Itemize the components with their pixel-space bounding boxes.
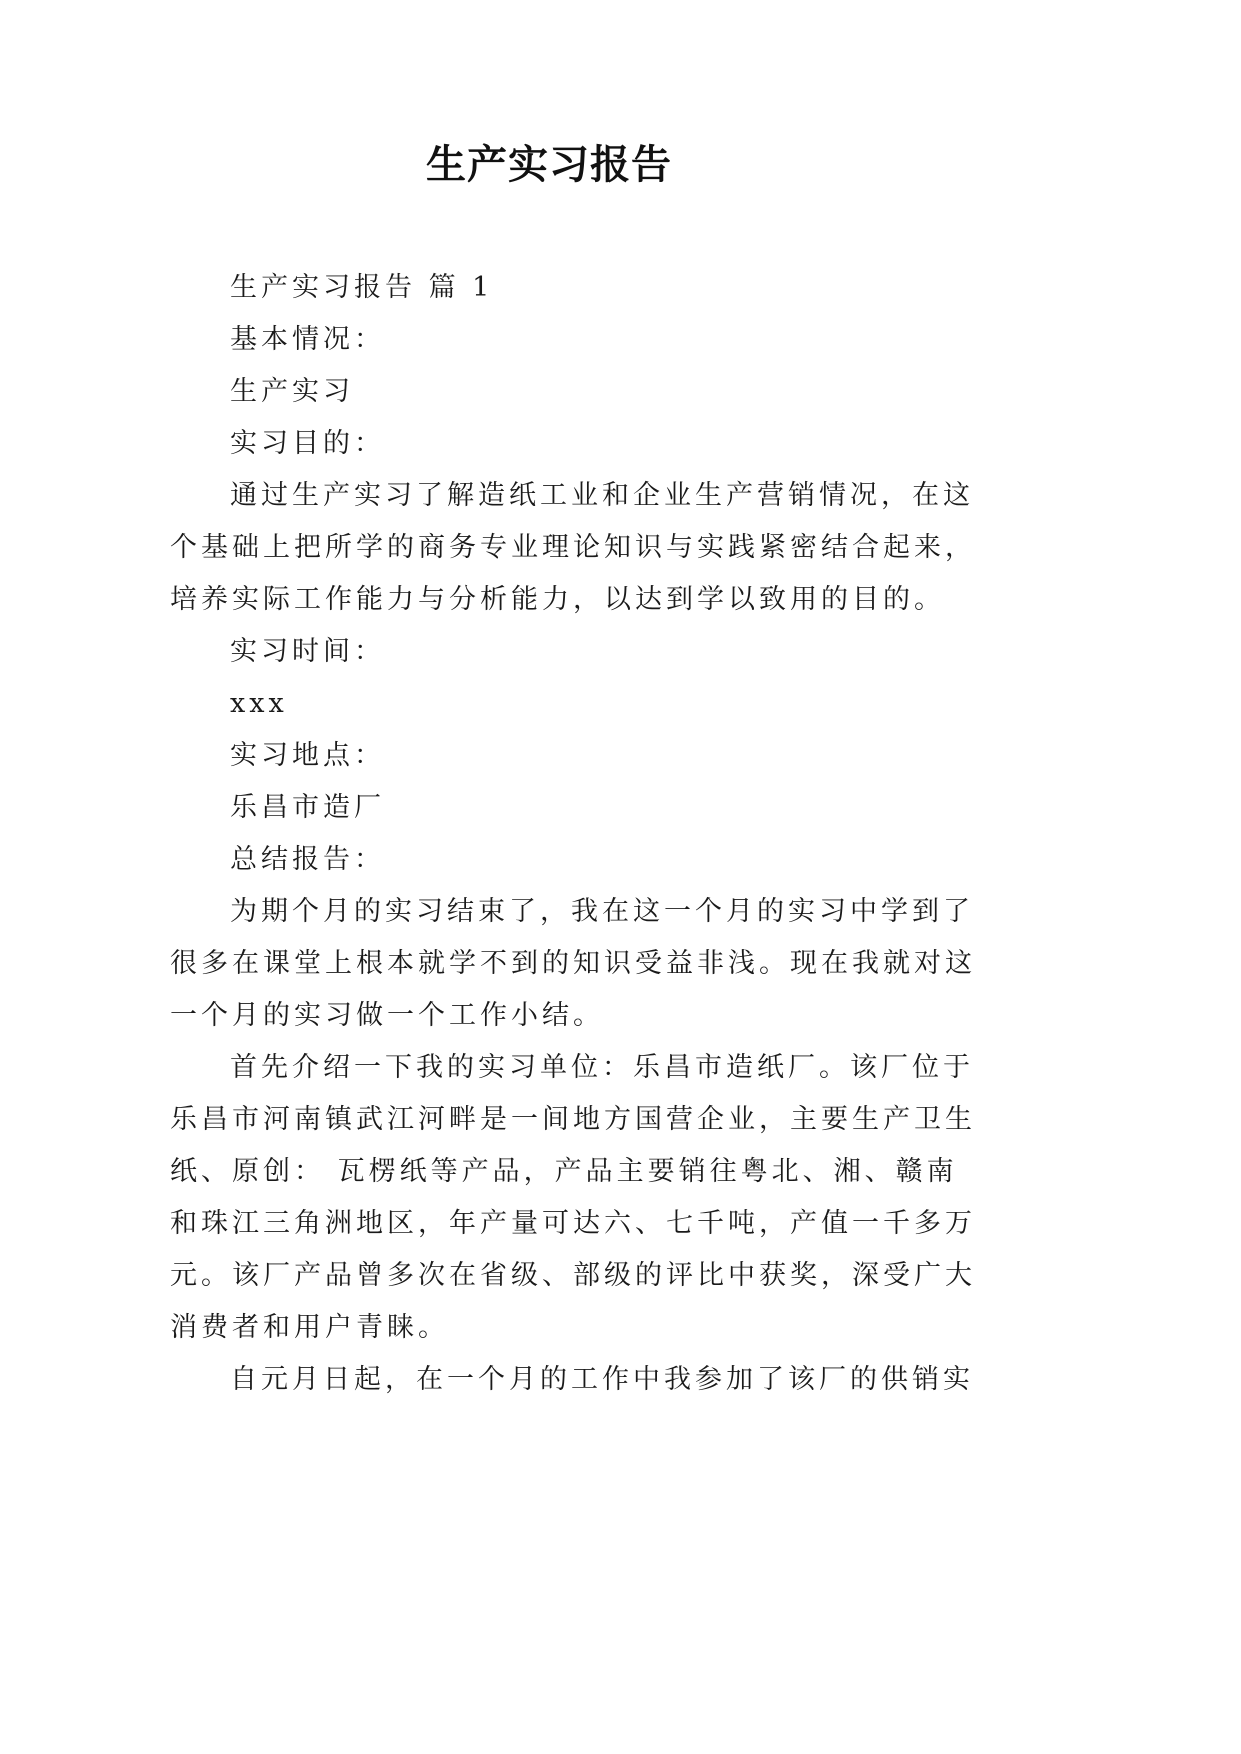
- body-line: 实习目的：: [230, 428, 385, 459]
- body-line: 培养实际工作能力与分析能力，以达到学以致用的目的。: [170, 584, 945, 615]
- body-line: 为期个月的实习结束了，我在这一个月的实习中学到了: [230, 896, 974, 927]
- body-line: 乐昌市造厂: [230, 792, 385, 823]
- body-line: 通过生产实习了解造纸工业和企业生产营销情况，在这: [230, 480, 974, 511]
- body-line: 消费者和用户青睐。: [170, 1312, 449, 1343]
- body-line: 首先介绍一下我的实习单位：乐昌市造纸厂。该厂位于: [230, 1052, 974, 1083]
- document-body: [170, 262, 976, 1406]
- body-line: 总结报告：: [230, 844, 385, 875]
- body-line: 和珠江三角洲地区，年产量可达六、七千吨，产值一千多万: [170, 1208, 976, 1239]
- body-line: 自元月日起，在一个月的工作中我参加了该厂的供销实: [230, 1364, 974, 1395]
- body-line: 生产实习: [230, 376, 354, 407]
- body-line: xxx: [230, 688, 288, 719]
- body-line: 生产实习报告 篇 1: [230, 272, 494, 303]
- document-title: 生产实习报告: [426, 142, 672, 188]
- body-line: 很多在课堂上根本就学不到的知识受益非浅。现在我就对这: [170, 948, 976, 979]
- body-line: 乐昌市河南镇武江河畔是一间地方国营企业，主要生产卫生: [170, 1104, 976, 1135]
- body-line: 元。该厂产品曾多次在省级、部级的评比中获奖，深受广大: [170, 1260, 976, 1291]
- body-line: 纸、原创： 瓦楞纸等产品，产品主要销往粤北、湘、赣南: [170, 1156, 958, 1187]
- body-line: 个基础上把所学的商务专业理论知识与实践紧密结合起来，: [170, 532, 976, 563]
- body-line: 一个月的实习做一个工作小结。: [170, 1000, 604, 1031]
- body-line: 实习地点：: [230, 740, 385, 771]
- body-line: 基本情况：: [230, 324, 385, 355]
- body-line: 实习时间：: [230, 636, 385, 667]
